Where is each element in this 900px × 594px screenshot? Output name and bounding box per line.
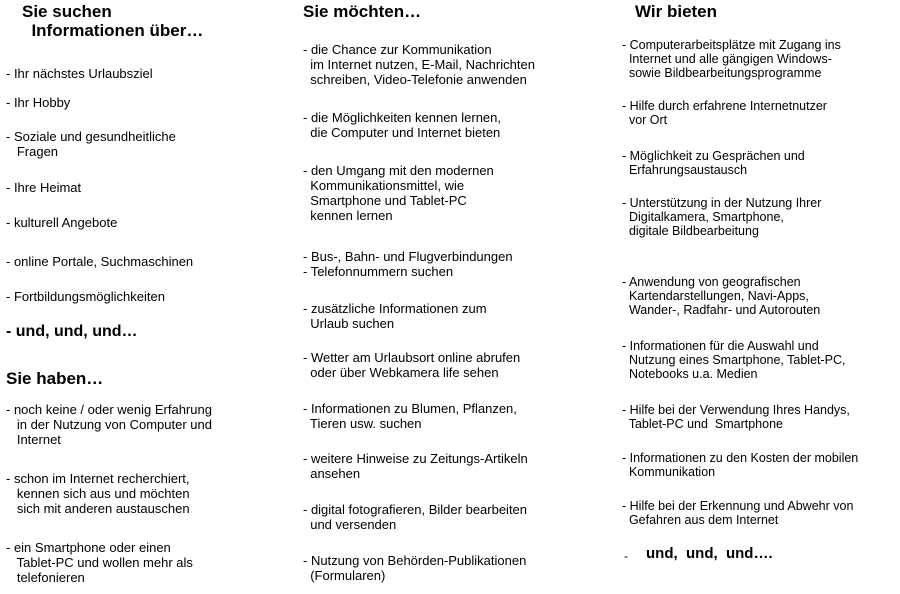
col1-heading: Sie suchen Informationen über… bbox=[22, 2, 204, 40]
col1-item: - Ihre Heimat bbox=[6, 180, 82, 195]
col1-item2: - ein Smartphone oder einen Tablet-PC und wollen mehr als telefonieren bbox=[6, 540, 193, 585]
col1-item: - Fortbildungsmöglichkeiten bbox=[6, 289, 165, 304]
col3-item: - Informationen zu den Kosten der mobilen Kommunikation bbox=[622, 451, 859, 479]
col2-item: - Nutzung von Behörden-Publikationen (Formularen) bbox=[303, 553, 527, 583]
col1-item: - Ihr nächstes Urlaubsziel bbox=[6, 66, 153, 81]
col2-item: - den Umgang mit den modernen Kommunikationsmittel, wie Smartphone und Tablet-PC kennen lernen bbox=[303, 163, 494, 223]
col1-item: - kulturell Angebote bbox=[6, 215, 118, 230]
col2-item: - weitere Hinweise zu Zeitungs-Artikeln ansehen bbox=[303, 451, 528, 481]
col2-item: - Bus-, Bahn- und Flugverbindungen - Telefonnummern suchen bbox=[303, 249, 513, 279]
col2-item: - die Möglichkeiten kennen lernen, die Computer und Internet bieten bbox=[303, 110, 502, 140]
col3-item: - Informationen für die Auswahl und Nutzung eines Smartphone, Tablet-PC, Notebooks u.a. Medien bbox=[622, 339, 846, 381]
col2-item: - Wetter am Urlaubsort online abrufen oder über Webkamera life sehen bbox=[303, 350, 521, 380]
col2-item: - die Chance zur Kommunikation im Internet nutzen, E-Mail, Nachrichten schreiben, Video-Telefonie anwenden bbox=[303, 42, 535, 87]
col3-heading: Wir bieten bbox=[635, 2, 718, 21]
col1-item: - Ihr Hobby bbox=[6, 95, 71, 110]
col2-heading: Sie möchten… bbox=[303, 2, 422, 21]
col3-closing: und, und, und…. bbox=[646, 545, 773, 562]
col3-item: - Möglichkeit zu Gesprächen und Erfahrungsaustausch bbox=[622, 149, 805, 177]
col1-item: - online Portale, Suchmaschinen bbox=[6, 254, 194, 269]
col3-item: - Unterstützung in der Nutzung Ihrer Digitalkamera, Smartphone, digitale Bildbearbeitung bbox=[622, 196, 822, 238]
col1-item2: - schon im Internet recherchiert, kennen sich aus und möchten sich mit anderen austauschen bbox=[6, 471, 190, 516]
col3-item: - Computerarbeitsplätze mit Zugang ins Internet und alle gängigen Windows- sowie Bildbearbeitungsprogramme bbox=[622, 38, 841, 80]
col3-item: - Hilfe bei der Erkennung und Abwehr von Gefahren aus dem Internet bbox=[622, 499, 854, 527]
col2-item: - Informationen zu Blumen, Pflanzen, Tieren usw. suchen bbox=[303, 401, 517, 431]
col3-closing-mark: - bbox=[624, 549, 628, 563]
col2-item: - zusätzliche Informationen zum Urlaub suchen bbox=[303, 301, 487, 331]
col1-closing: - und, und, und… bbox=[6, 323, 138, 340]
col3-item: - Hilfe bei der Verwendung Ihres Handys, Tablet-PC und Smartphone bbox=[622, 403, 850, 431]
col2-item: - digital fotografieren, Bilder bearbeiten und versenden bbox=[303, 502, 528, 532]
col3-item: - Anwendung von geografischen Kartendarstellungen, Navi-Apps, Wander-, Radfahr- und Autorouten bbox=[622, 275, 821, 317]
col1-item: - Soziale und gesundheitliche Fragen bbox=[6, 129, 176, 159]
col1-item2: - noch keine / oder wenig Erfahrung in der Nutzung von Computer und Internet bbox=[6, 402, 212, 447]
col1-heading2: Sie haben… bbox=[6, 369, 104, 388]
col3-item: - Hilfe durch erfahrene Internetnutzer vor Ort bbox=[622, 99, 827, 127]
